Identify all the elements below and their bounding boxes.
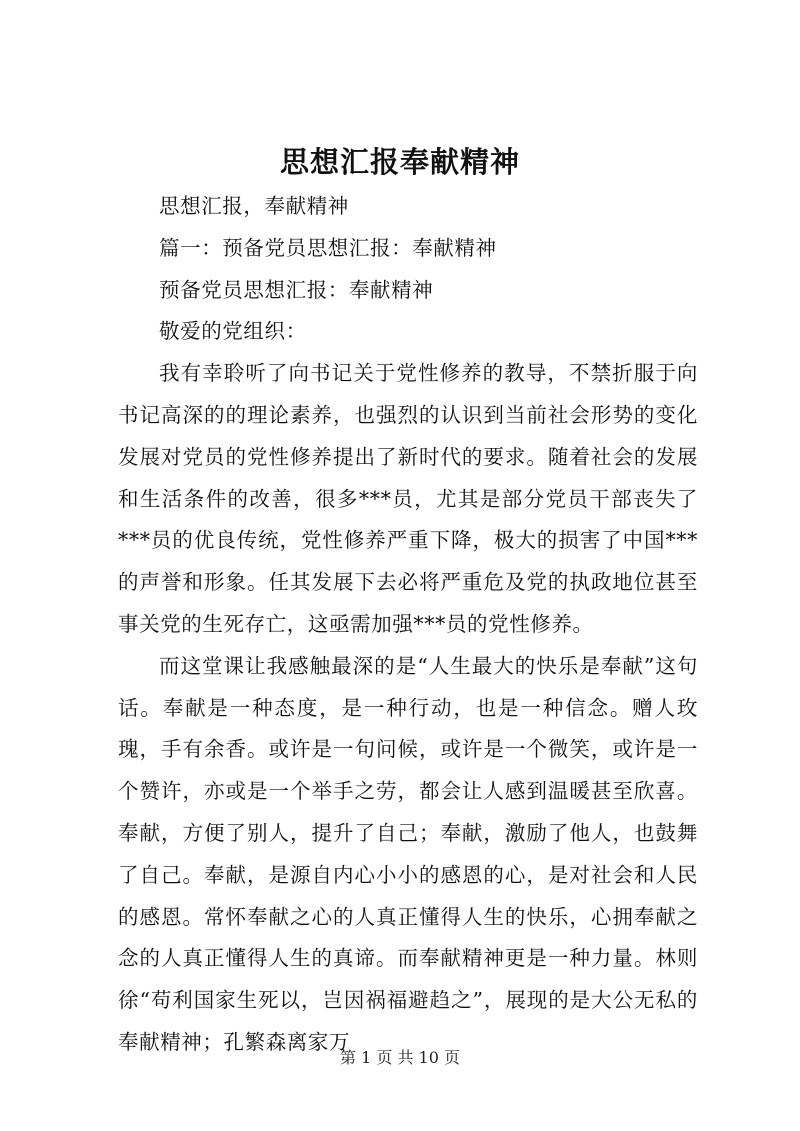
paragraph-body-2: 而这堂课让我感触最深的是“人生最大的快乐是奉献”这句话。奉献是一种态度，是一种行动，也是一种信念。赠人玫瑰，手有余香。或许是一句问候，或许是一个微笑，或许是一个赞许，亦或是一个举手之劳，都会让人感到温暖甚至欣喜。奉献，方便了别人，提升了自己；奉献，激励了他人，也鼓舞了自己。奉献，是源自内心小小的感恩的心，是对社会和人民的感恩。常怀奉献之心的人真正懂得人生的快乐，心拥奉献之念的人真正懂得人生的真谛。而奉献精神更是一种力量。林则徐“苟利国家生死以，岂因祸福避趋之”，展现的是大公无私的奉献精神；孔繁森离家万 bbox=[118, 653, 698, 1054]
page-number-footer: 第 1 页 共 10 页 bbox=[340, 1048, 460, 1067]
document-title: 思想汇报奉献精神 bbox=[279, 145, 520, 179]
document-body bbox=[118, 186, 698, 1064]
paragraph-subtitle: 思想汇报，奉献精神 bbox=[159, 194, 349, 218]
paragraph-salutation: 敬爱的党组织： bbox=[159, 319, 307, 344]
paragraph-section-heading: 篇一：预备党员思想汇报：奉献精神 bbox=[159, 235, 497, 260]
paragraph-body-1: 我有幸聆听了向书记关于党性修养的教导，不禁折服于向书记高深的的理论素养，也强烈的认识到当前社会形势的变化发展对党员的党性修养提出了新时代的要求。随着社会的发展和生活条件的改善，很多***员，尤其是部分党员干部丧失了***员的优良传统，党性修养严重下降，极大的损害了中国***的声誉和形象。任其发展下去必将严重危及党的执政地位甚至事关党的生死存亡，这亟需加强***员的党性修养。 bbox=[118, 361, 698, 636]
paragraph-report-title: 预备党员思想汇报：奉献精神 bbox=[159, 277, 434, 302]
